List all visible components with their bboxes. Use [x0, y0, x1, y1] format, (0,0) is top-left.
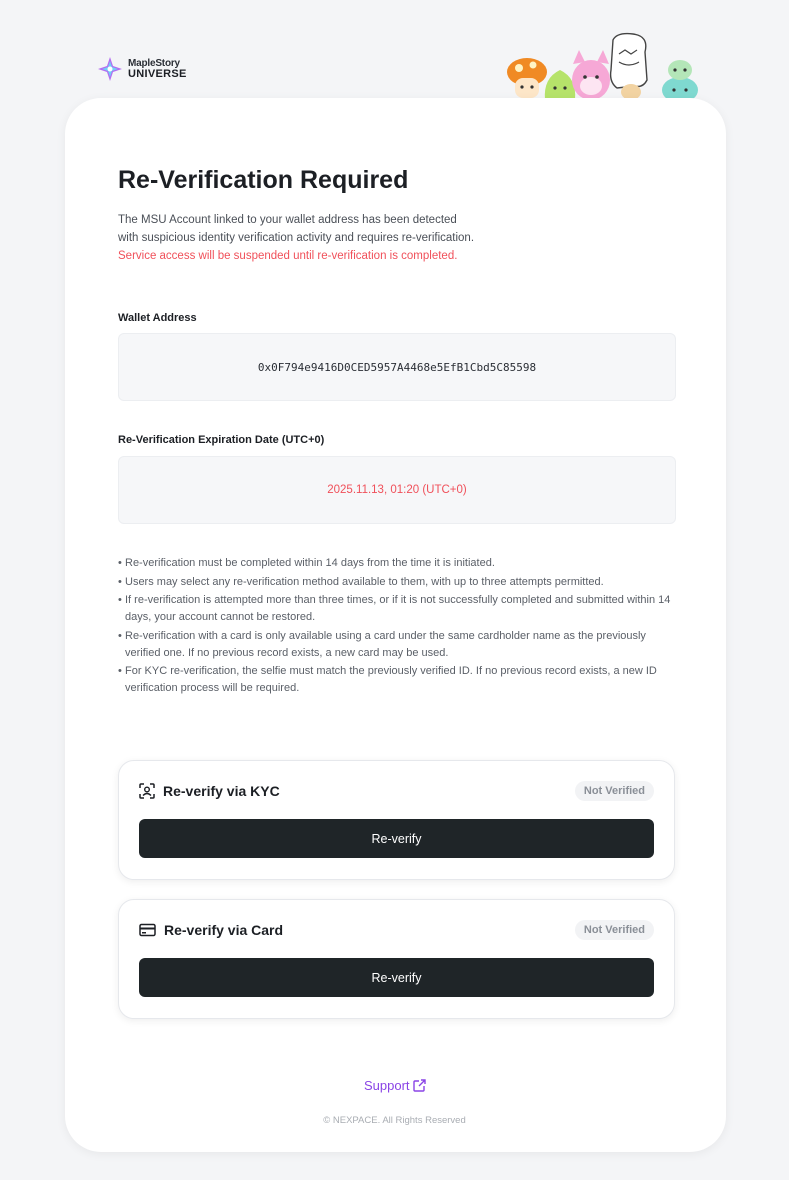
- card-status-badge: Not Verified: [575, 920, 654, 940]
- kyc-status-badge: Not Verified: [575, 781, 654, 801]
- support-link[interactable]: [364, 1078, 426, 1093]
- kyc-reverify-button[interactable]: Re-verify: [139, 819, 654, 858]
- kyc-method-header: [139, 783, 280, 799]
- card-method-title: Re-verify via Card: [164, 922, 284, 938]
- card-method-header: [139, 922, 283, 938]
- kyc-method-card: [118, 760, 675, 880]
- star-logo-icon: [97, 56, 123, 82]
- card-reverify-button[interactable]: Re-verify: [139, 958, 654, 997]
- mascot-characters-illustration: [505, 30, 705, 105]
- page-description: [118, 211, 678, 265]
- note-item: • Re-verification with a card is only available using a card under the same cardholder name as the previously verified one. If no previous record exists, a new card may be used.: [118, 628, 678, 662]
- expiration-date-label: Re-Verification Expiration Date (UTC+0): [118, 434, 325, 446]
- wallet-address-value: 0x0F794e9416D0CED5957A4468e5EfB1Cbd5C85598: [118, 333, 676, 401]
- wallet-address-label: Wallet Address: [118, 312, 197, 324]
- description-line2: with suspicious identity verification activity and requires re-verification.: [118, 232, 475, 244]
- logo-line1: MapleStory: [128, 58, 180, 69]
- credit-card-icon: [139, 923, 156, 937]
- brand-logo[interactable]: [97, 56, 187, 82]
- description-line1: The MSU Account linked to your wallet address has been detected: [118, 214, 457, 226]
- face-scan-icon: [139, 783, 155, 799]
- expiration-date-value: 2025.11.13, 01:20 (UTC+0): [118, 456, 676, 524]
- note-item: • If re-verification is attempted more than three times, or if it is not successfully completed and submitted within 14 days, your account cannot be restored.: [118, 592, 678, 626]
- note-item: • For KYC re-verification, the selfie must match the previously verified ID. If no previous record exists, a new ID verification process will be required.: [118, 663, 678, 697]
- external-link-icon: [413, 1079, 426, 1092]
- suspension-warning: Service access will be suspended until re-verification is completed.: [118, 250, 458, 262]
- copyright-text: © NEXPACE. All Rights Reserved: [323, 1115, 466, 1126]
- page-title: Re-Verification Required: [118, 166, 409, 194]
- logo-line2: UNIVERSE: [128, 68, 187, 80]
- note-item: • Users may select any re-verification method available to them, with up to three attempts permitted.: [118, 574, 678, 591]
- kyc-method-title: Re-verify via KYC: [163, 783, 280, 799]
- note-item: • Re-verification must be completed within 14 days from the time it is initiated.: [118, 555, 678, 572]
- verification-notes: [118, 555, 678, 699]
- support-label: Support: [364, 1078, 410, 1093]
- card-method-card: [118, 899, 675, 1019]
